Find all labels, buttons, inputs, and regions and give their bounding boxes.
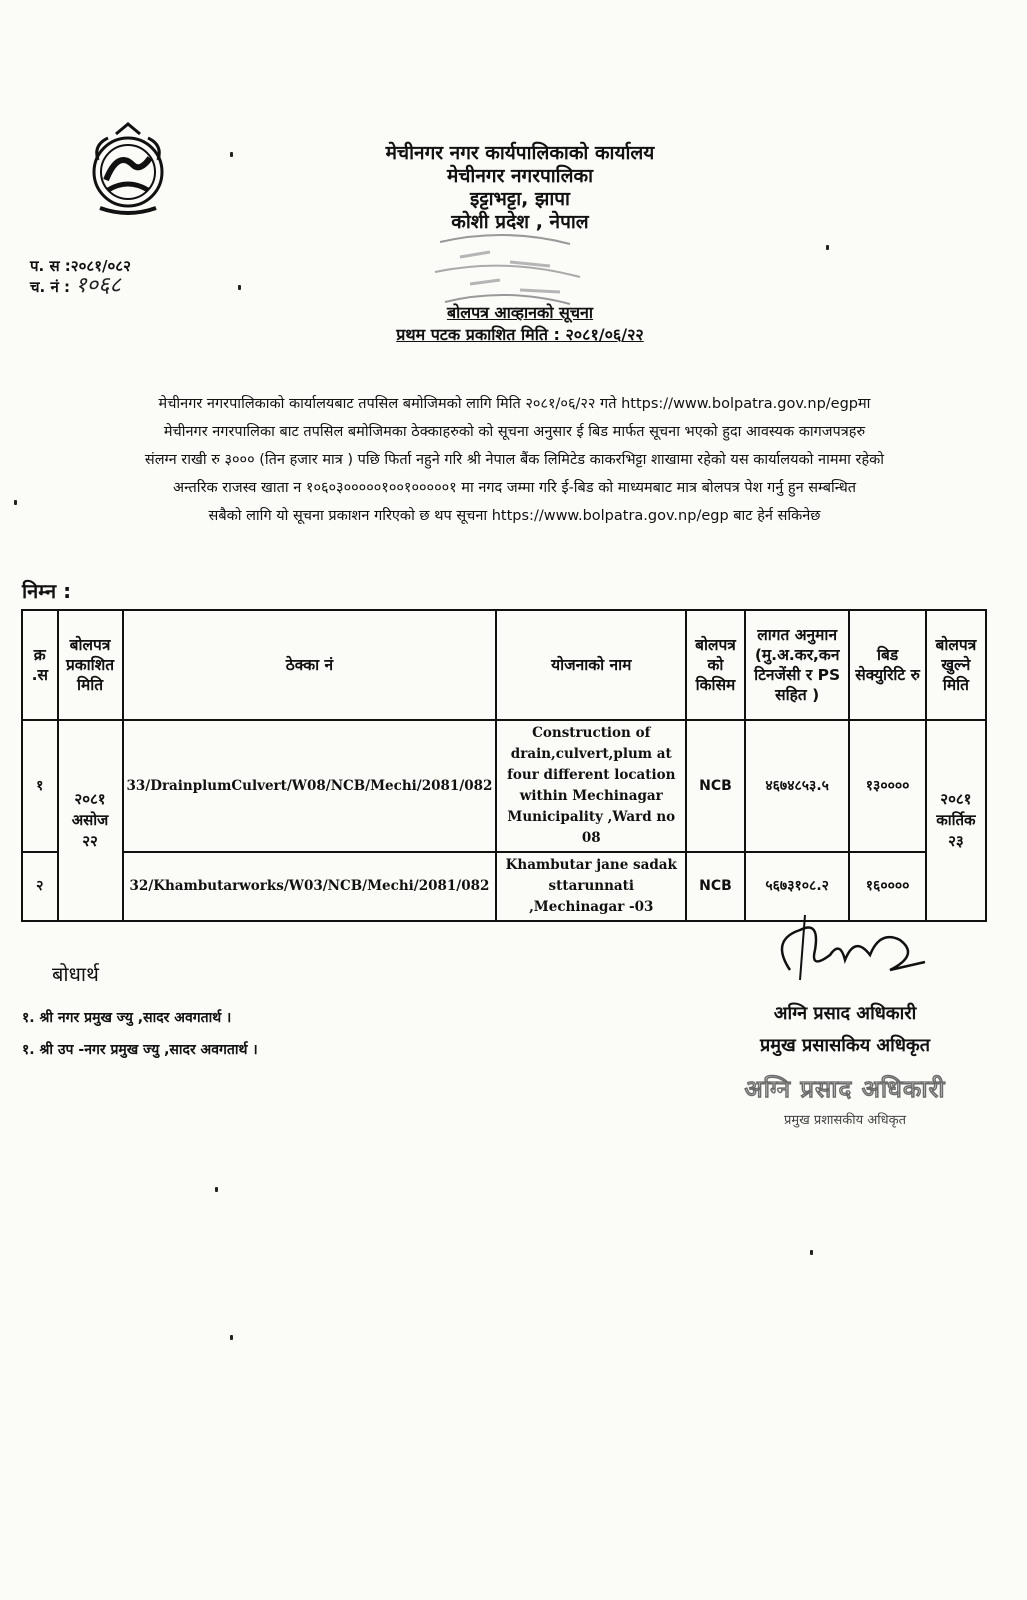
notice-line: अन्तरिक राजस्व खाता न १०६०३०००००१००१०००००१ मा नगद जम्मा गरि ई-बिड को माध्यमबाट मात्र बोलपत्र पेश गर्नु हुन सम्बन्धित — [173, 480, 856, 496]
scan-speck — [230, 152, 233, 157]
notice-title — [300, 302, 740, 346]
cc-item: १. श्री उप -नगर प्रमुख ज्यु ,सादर अवगतार्थ । — [22, 1042, 258, 1058]
tender-table — [21, 609, 987, 922]
signature-icon — [760, 910, 930, 990]
reference-block — [30, 256, 131, 297]
cc-item: १. श्री नगर प्रमुख ज्यु ,सादर अवगतार्थ । — [22, 1010, 232, 1026]
header-office-name: मेचीनगर नगर कार्यपालिकाको कार्यालय — [385, 142, 655, 164]
chn-number: १०६८ — [75, 273, 121, 298]
cell-project-name: Khambutar jane sadak sttarunnati ,Mechinagar -03 — [496, 852, 686, 921]
cell-contract-no: 33/DrainplumCulvert/W08/NCB/Mechi/2081/082 — [123, 720, 497, 852]
cell-serial: २ — [22, 852, 58, 921]
scan-speck — [826, 245, 829, 250]
cell-cost-estimate: ५६७३१०८.२ — [745, 852, 850, 921]
header-province: कोशी प्रदेश , नेपाल — [451, 211, 589, 233]
notice-line: मेचीनगर नगरपालिकाको कार्यालयबाट तपसिल बमोजिमको लागि मिति २०८१/०६/२२ गते https://www.bolpatra.gov.np/egpमा — [158, 396, 871, 412]
header-opening-date: बोलपत्र खुल्ने मिति — [926, 610, 986, 720]
header-municipality: मेचीनगर नगरपालिका — [446, 165, 594, 187]
scan-speck — [14, 500, 17, 505]
cell-serial: १ — [22, 720, 58, 852]
cell-contract-no: 32/Khambutarworks/W03/NCB/Mechi/2081/082 — [123, 852, 497, 921]
cell-bid-type: NCB — [686, 852, 745, 921]
ps-number: प. स :२०८१/०८२ — [30, 257, 131, 275]
scan-speck — [215, 1187, 218, 1192]
notice-line: मेचीनगर नगरपालिका बाट तपसिल बमोजिमका ठेक्काहरुको को सूचना अनुसार ई बिड मार्फत सूचना भएको हुदा आवस्यक कागजपत्रहरु — [163, 424, 866, 440]
table-header-row — [22, 610, 986, 720]
name-stamp-title: प्रमुख प्रशासकीय अधिकृत — [783, 1113, 907, 1128]
cell-opening-date: २०८१ कार्तिक २३ — [926, 720, 986, 921]
cell-bid-security: १६०००० — [849, 852, 925, 921]
office-stamp-icon — [420, 232, 590, 312]
notice-line: सबैको लागि यो सूचना प्रकाशन गरिएको छ थप सूचना https://www.bolpatra.gov.np/egp बाट हेर्न सकिनेछ — [208, 508, 821, 524]
header-bid-security: बिड सेक्युरिटि रु — [849, 610, 925, 720]
bodhartha-label: बोधार्थ — [52, 962, 99, 986]
office-header — [300, 142, 740, 234]
cell-published-date: २०८१ असोज २२ — [58, 720, 123, 921]
header-contract-no: ठेक्का नं — [123, 610, 497, 720]
header-published-date: बोलपत्र प्रकाशित मिति — [58, 610, 123, 720]
name-stamp: अग्नि प्रसाद अधिकारी — [744, 1074, 946, 1103]
cell-bid-security: १३०००० — [849, 720, 925, 852]
nepal-emblem-icon — [78, 120, 178, 220]
first-published-date: प्रथम पटक प्रकाशित मिति : २०८१/०६/२२ — [396, 325, 644, 344]
header-project-name: योजनाको नाम — [496, 610, 686, 720]
notice-body — [22, 390, 1007, 530]
header-bid-type: बोलपत्र को किसिम — [686, 610, 745, 720]
notice-heading: बोलपत्र आव्हानको सूचना — [446, 303, 594, 322]
cell-cost-estimate: ४६७४८५३.५ — [745, 720, 850, 852]
nimna-label: निम्न : — [22, 579, 72, 603]
header-cost-estimate: लागत अनुमान (मु.अ.कर,कन टिनजेंसी र PS सहित ) — [745, 610, 850, 720]
signer-designation: प्रमुख प्रसासकिय अधिकृत — [760, 1035, 930, 1056]
cell-project-name: Construction of drain,culvert,plum at four different location within Mechinagar Municipality ,Ward no 08 — [496, 720, 686, 852]
scan-speck — [230, 1335, 233, 1340]
cell-bid-type: NCB — [686, 720, 745, 852]
cc-list — [22, 1002, 258, 1066]
chn-label: च. नं : — [30, 278, 70, 296]
signer-name: अग्नि प्रसाद अधिकारी — [773, 1003, 917, 1024]
scan-speck — [238, 285, 241, 290]
notice-line: संलग्न राखी रु ३००० (तिन हजार मात्र ) पछि फिर्ता नहुने गरि श्री नेपाल बैंक लिमिटेड काकरभिट्टा शाखामा रहेको यस कार्यालयको नाममा रहेको — [144, 452, 885, 468]
signer-block — [700, 998, 990, 1062]
table-row — [22, 720, 986, 852]
header-serial: क्र .स — [22, 610, 58, 720]
scan-speck — [810, 1250, 813, 1255]
header-location: इट्टाभट्टा, झापा — [470, 188, 570, 210]
